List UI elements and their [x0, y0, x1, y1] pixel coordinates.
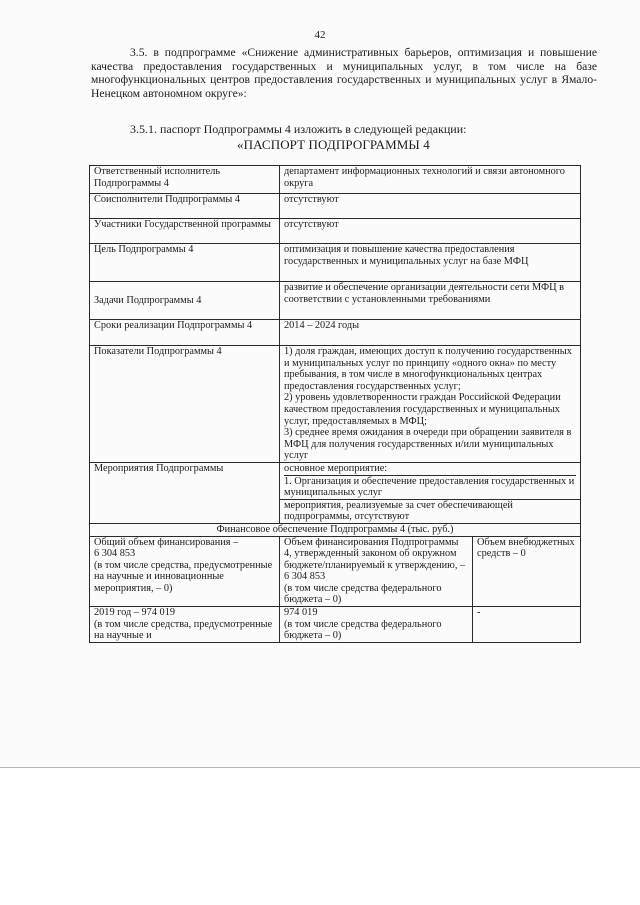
- table-row: [90, 219, 581, 244]
- financing-total-title: Общий объем финансирования –: [94, 536, 239, 548]
- financing-total-col3: Объем внебюджетных средств – 0: [473, 536, 581, 607]
- row-value: оптимизация и повышение качества предоставления государственных и муниципальных услуг на базе МФЦ: [280, 244, 581, 282]
- measures-main: [280, 462, 581, 499]
- row-label: Цель Подпрограммы 4: [90, 244, 280, 282]
- financing-header: Финансовое обеспечение Подпрограммы 4 (тыс. руб.): [90, 523, 581, 536]
- table-row: [90, 346, 581, 463]
- table-row: [90, 536, 581, 607]
- row-label: Участники Государственной программы: [90, 219, 280, 244]
- table-row: [90, 194, 581, 219]
- row-value: отсутствуют: [280, 219, 581, 244]
- financing-2019-amount: 974 019: [284, 607, 318, 619]
- row-value: 2014 – 2024 годы: [280, 320, 581, 346]
- financing-total-amount: 6 304 853: [94, 548, 136, 560]
- sub-item-text: 3.5.1. паспорт Подпрограммы 4 изложить в следующей редакции:: [130, 122, 467, 136]
- indicator-item: 3) среднее время ожидания в очереди при обращении заявителя в МФЦ для получения государственных и/или муниципальных услуг: [284, 427, 572, 462]
- financing-2019-col1: [90, 607, 280, 643]
- table-row: [90, 282, 581, 320]
- table-row: [90, 462, 581, 499]
- financing-2019-col3: -: [473, 607, 581, 643]
- row-value: развитие и обеспечение организации деятельности сети МФЦ в соответствии с установленными требованиями: [280, 282, 581, 320]
- measures-main-item: 1. Организация и обеспечение предоставления государственных и муниципальных услуг: [284, 475, 575, 499]
- passport-table: [89, 165, 581, 643]
- indicator-item: 1) доля граждан, имеющих доступ к получению государственных и муниципальных услуг по принципу «одного окна» по месту пребывания, в том числе в многофункциональных центрах предоставления государственных услуг;: [284, 346, 572, 392]
- financing-total-col1: [90, 536, 280, 607]
- measures-label: Мероприятия Подпрограммы: [90, 462, 280, 523]
- intro-paragraph: 3.5. в подпрограмме «Снижение административных барьеров, оптимизация и повышение качества предоставления государственных и муниципальных услуг, в том числе на базе многофункциональных центров предоставления государственных и муниципальных услуг в Ямало-Ненецком автономном округе»:: [91, 46, 597, 100]
- financing-2019-fed-note: (в том числе средства федерального бюджета – 0): [284, 618, 442, 642]
- table-row: [90, 244, 581, 282]
- indicators-value: [280, 346, 581, 463]
- row-label: Задачи Подпрограммы 4: [90, 282, 280, 320]
- financing-total-col2: [280, 536, 473, 607]
- measures-secondary: мероприятия, реализуемые за счет обеспечивающей подпрограммы, отсутствуют: [280, 499, 581, 523]
- table-row: [90, 523, 581, 536]
- table-row: [90, 320, 581, 346]
- row-label: Соисполнители Подпрограммы 4: [90, 194, 280, 219]
- indicator-item: 2) уровень удовлетворенности граждан Российской Федерации качеством предоставления государственных и муниципальных услуг, предоставляемых в МФЦ;: [284, 392, 561, 427]
- financing-budget-text: Объем финансирования Подпрограммы 4, утвержденный законом об окружном бюджете/планируемый к утверждению, – 6 304 853: [284, 536, 466, 583]
- table-row: [90, 166, 581, 194]
- financing-total-note: (в том числе средства, предусмотренные на научные и инновационные мероприятия, – 0): [94, 559, 273, 594]
- financing-2019-title: 2019 год – 974 019: [94, 607, 175, 619]
- row-label: Ответственный исполнитель Подпрограммы 4: [90, 166, 280, 194]
- passport-title: «ПАСПОРТ ПОДПРОГРАММЫ 4: [237, 137, 430, 152]
- financing-budget-note: (в том числе средства федерального бюджета – 0): [284, 582, 442, 606]
- measures-main-heading: основное мероприятие:: [284, 462, 388, 474]
- page-number: 42: [314, 29, 326, 41]
- financing-2019-col2: [280, 607, 473, 643]
- financing-2019-note: (в том числе средства, предусмотренные на научные и: [94, 618, 273, 642]
- indicators-label: Показатели Подпрограммы 4: [90, 346, 280, 463]
- row-value: отсутствуют: [280, 194, 581, 219]
- row-value: департамент информационных технологий и связи автономного округа: [280, 166, 581, 194]
- row-label: Сроки реализации Подпрограммы 4: [90, 320, 280, 346]
- table-row: [90, 607, 581, 643]
